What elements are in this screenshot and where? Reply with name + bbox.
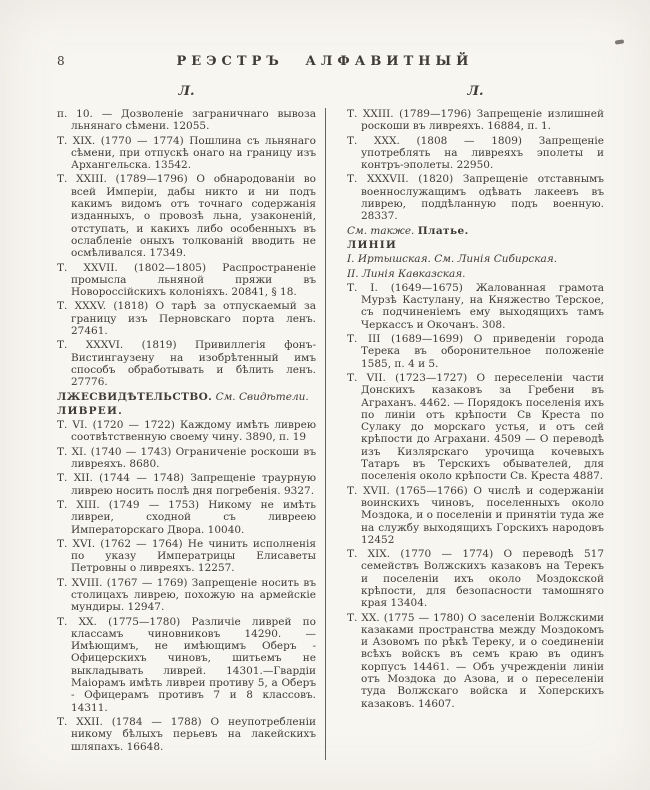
page-title: РЕЭСТРЪ АЛФАВИТНЫЙ — [176, 54, 474, 69]
register-entry: Т. XIX. (1770 — 1774) О переводѣ 517 семействъ Волжскихъ казаковъ на Терекъ и поселеніи ихъ около Моздокской крѣпости, для безопасности тамошняго края 13404. — [347, 548, 604, 610]
register-entry: Т. XI. (1740 — 1743) Ограниченіе роскоши въ ливреяхъ. 8680. — [57, 445, 316, 471]
right-column — [329, 84, 610, 766]
section-heading: ЛИВРЕИ. — [57, 404, 123, 417]
register-entry: Т. XX. (1775 — 1780) О заселеніи Волжскими казаками пространства между Моздокомъ и Азовомъ по рѣкѣ Тереку, и о соединеніи всѣхъ войскъ въ семъ краю въ одинъ корпусъ 14461. — Объ учрежденіи линіи отъ Моздока до Азова, и о переселеніи туда Волжскаго войска и Хоперскихъ казаковъ. 14607. — [347, 611, 604, 710]
register-entry: Т. XXXVI. (1819) Привиллегія фонъ-Вистингаузену на изобрѣтенный имъ способъ обработывать и бѣлить ленъ. 27776. — [57, 339, 316, 389]
text-columns — [48, 84, 610, 766]
right-column-letter: Л. — [467, 84, 484, 99]
register-entry: Т. XXVII. (1802—1805) Распространеніе промысла льняной пряжи въ Новороссійскихъ колоніяхъ. 20841, § 18. — [57, 261, 316, 299]
page-number: 8 — [57, 54, 65, 68]
register-entry: Т. I. (1649—1675) Жалованная грамота Мурзѣ Кастулану, на Княжество Терское, съ подчиненіемъ ему выходящихъ тамъ Черкассъ и Окочанъ. 308. — [347, 281, 604, 331]
register-entry: Т. VII. (1723—1727) О переселеніи части Донскихъ казаковъ за Гребени въ Аграханъ. 4462. — Порядокъ поселенія ихъ по линіи отъ крѣпости Св Креста по Сулаку до морскаго устья, и отъ сей крѣпости до Аграхани. 4509 — О переводѣ изъ Кизлярскаго урочища кочевыхъ Татаръ въ Терскихъ обывателей, для поселенія около крѣпости Св. Креста 4887. — [347, 371, 604, 483]
register-entry: Т. XXII. (1784 — 1788) О неупотребленіи никому бѣлыхъ перьевъ на лакейскихъ шляпахъ. 16648. — [57, 715, 316, 753]
register-entry: п. 10. — Дозволеніе заграничнаго вывоза льнянаго сѣмени. 12055. — [57, 108, 316, 133]
register-entry: Т. XXX. (1808 — 1809) Запрещеніе употреблять на ливреяхъ эполеты и контръ-эполеты. 22950. — [347, 134, 604, 172]
see-also-label: См. также. — [347, 224, 415, 237]
cross-reference: См. Свидѣтели. — [215, 390, 309, 403]
term-label: ЛЖЕСВИДѢТЕЛЬСТВО. — [57, 390, 213, 403]
register-entry: Т. XXIII. (1789—1796) О обнародованіи во всей Имперіи, дабы никто и ни подъ какимъ видомъ отъ точнаго содержанія изданныхъ, о провозѣ льна, узаконеній, отступать, и какихъ либо особенныхъ въ ослабленіе оныхъ толкованій вводить не осмѣливался. 17349. — [57, 173, 316, 260]
register-entry: Т. XXXVII. (1820) Запрещеніе отставнымъ военнослужащимъ одѣвать лакеевъ въ ливрею, поддѣланную подъ военную. 28337. — [347, 173, 604, 223]
left-column-letter: Л. — [178, 84, 195, 99]
register-entry: Т. XX. (1775—1780) Различіе ливрей по классамъ чиновниковъ 14290. — Имѣющимъ, не имѣющимъ Оберъ - Офицерскихъ чиновъ, шитьемъ не выкладывать ливрей. 14301.—Гвардіи Маіорамъ имѣть ливреи противу 5, а Оберъ - Офицерамъ противъ 7 и 8 классовъ. 14311. — [57, 615, 316, 714]
register-entry: Т. XII. (1744 — 1748) Запрещеніе траурную ливрею носить послѣ дня погребенія. 9327. — [57, 472, 316, 497]
register-term-entry — [57, 391, 316, 403]
cross-reference: Платье. — [417, 224, 469, 237]
sub-entry: II. Линія Кавказская. — [347, 267, 466, 280]
section-heading: ЛИНІИ — [347, 238, 397, 251]
register-entry: Т. VI. (1720 — 1722) Каждому имѣть ливрею соотвѣтственную своему чину. 3890, п. 19 — [57, 419, 316, 444]
left-column — [48, 84, 329, 766]
see-also-entry — [347, 225, 604, 237]
register-entry: Т. XVII. (1765—1766) О числѣ и содержаніи воинскихъ чиновъ, поселенныхъ около Моздока, и о поселеніи и принятіи туда же на службу выходящихъ Горскихъ народовъ 12452 — [347, 484, 604, 546]
register-entry: Т. XVIII. (1767 — 1769) Запрещеніе носить въ столицахъ ливрею, похожую на армейскіе мундиры. 12947. — [57, 576, 316, 614]
register-entry: Т. XIII. (1749 — 1753) Никому не имѣть ливреи, сходной съ ливреею Императорскаго Двора. 10040. — [57, 498, 316, 536]
register-entry: Т. XXXV. (1818) О тарѣ за отпускаемый за границу изъ Перновскаго порта ленъ. 27461. — [57, 300, 316, 338]
register-entry: Т. XIX. (1770 — 1774) Пошлина съ льнянаго сѣмени, при отпускѣ онаго на границу изъ Архангельска. 13542. — [57, 134, 316, 172]
scan-artifact — [615, 39, 624, 44]
register-entry: Т. XXIII. (1789—1796) Запрещеніе излишней роскоши въ ливреяхъ. 16884, п. 1. — [347, 108, 604, 133]
register-entry: Т. III (1689—1699) О приведеніи города Терека въ оборонительное положеніе 1585, п. 4 и 5. — [347, 333, 604, 370]
register-entry: Т. XVI. (1762 — 1764) Не чинить исполненія по указу Императрицы Елисаветы Петровны о ливреяхъ. 12257. — [57, 537, 316, 575]
sub-entry: I. Иртышская. См. Линія Сибирская. — [347, 253, 558, 266]
